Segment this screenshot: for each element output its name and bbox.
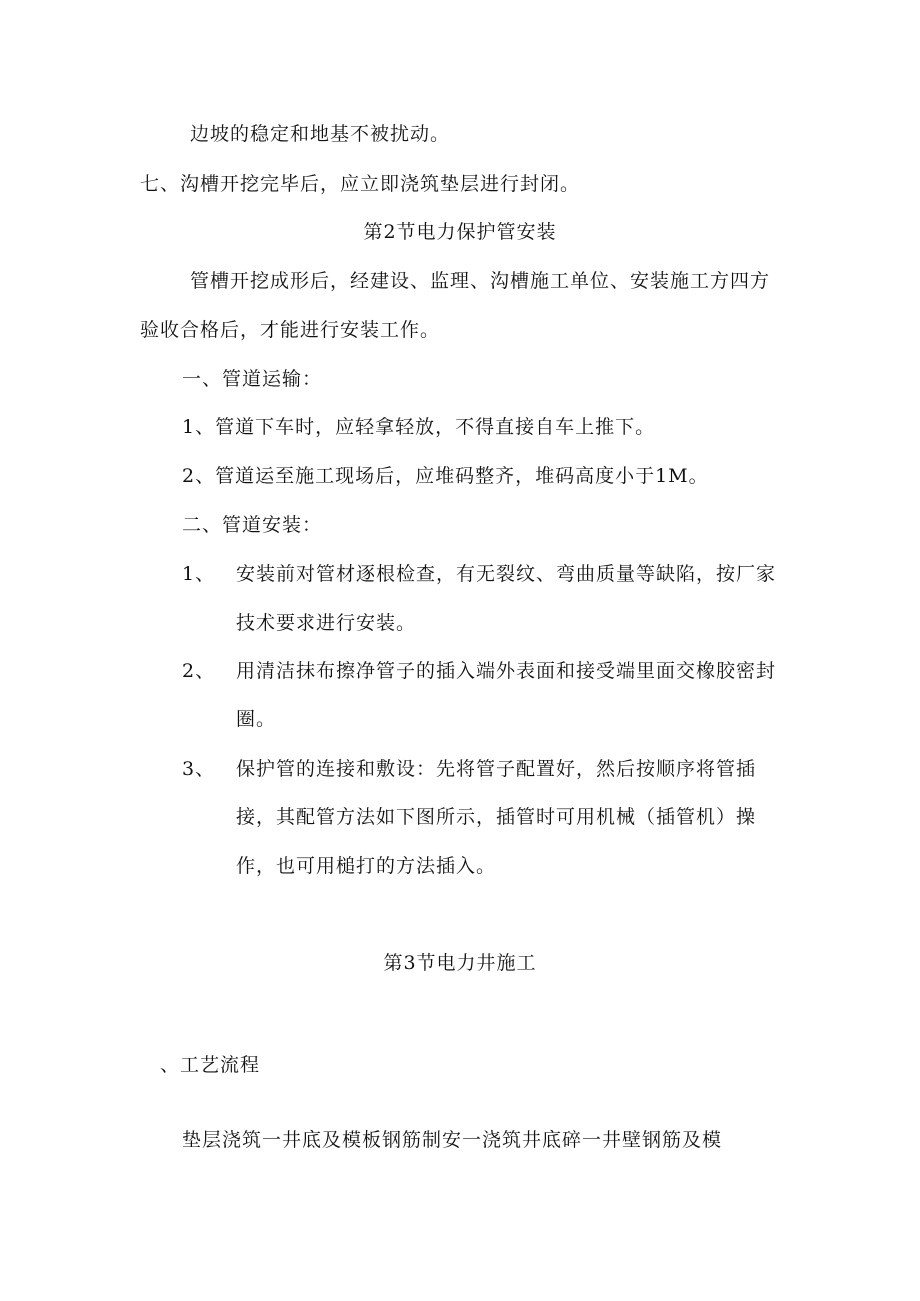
install-item-2-line-1: 用清洁抹布擦净管子的插入端外表面和接受端里面交橡胶密封 <box>236 660 777 682</box>
section-2-title: 第2节电力保护管安装 <box>363 221 557 243</box>
install-item-3-number: 3、 <box>182 758 216 780</box>
intro-paragraph-line-1: 管槽开挖成形后，经建设、监理、沟槽施工单位、安装施工方四方 <box>190 270 771 292</box>
install-item-3-line-2: 接，其配管方法如下图所示，插管时可用机械（插管机）操 <box>236 806 757 828</box>
section-3-title: 第3节电力井施工 <box>383 952 537 974</box>
install-item-2-line-2: 圈。 <box>236 708 277 730</box>
install-item-3-line-3: 作，也可用槌打的方法插入。 <box>236 855 497 877</box>
process-heading: 、工艺流程 <box>160 1054 261 1076</box>
transport-heading: 一、管道运输： <box>182 368 323 390</box>
install-heading: 二、管道安装： <box>182 514 323 536</box>
install-item-2-number: 2、 <box>182 660 216 682</box>
process-flow-line-1: 垫层浇筑一井底及模板钢筋制安一浇筑井底碎一井壁钢筋及模 <box>182 1129 723 1151</box>
transport-item-1: 1、管道下车时，应轻拿轻放，不得直接自车上推下。 <box>182 416 656 438</box>
list-item-7: 七、沟槽开挖完毕后，应立即浇筑垫层进行封闭。 <box>140 173 581 195</box>
paragraph-line: 边坡的稳定和地基不被扰动。 <box>190 123 451 145</box>
install-item-1-line-1: 安装前对管材逐根检查，有无裂纹、弯曲质量等缺陷，按厂家 <box>236 563 777 585</box>
intro-paragraph-line-2: 验收合格后，才能进行安装工作。 <box>140 319 441 341</box>
install-item-1-line-2: 技术要求进行安装。 <box>236 612 417 634</box>
transport-item-2: 2、管道运至施工现场后，应堆码整齐，堆码高度小于1M。 <box>182 465 709 487</box>
install-item-3-line-1: 保护管的连接和敷设：先将管子配置好，然后按顺序将管插 <box>236 758 757 780</box>
install-item-1-number: 1、 <box>182 563 216 585</box>
